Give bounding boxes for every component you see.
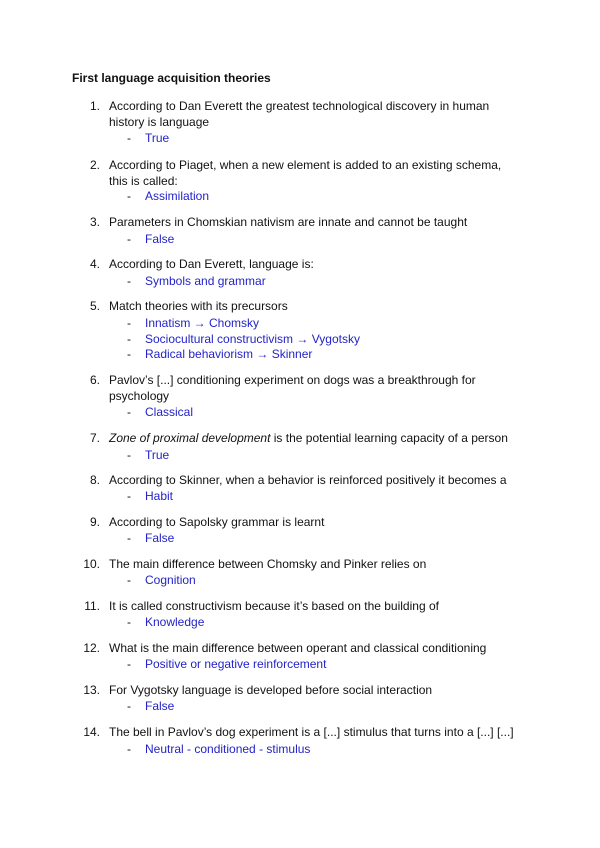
answer-bullet: - xyxy=(127,615,131,629)
answer-bullet: - xyxy=(127,189,131,203)
answer-text: False xyxy=(145,531,175,545)
answer-text: Neutral - conditioned - stimulus xyxy=(145,742,311,756)
answer-bullet: - xyxy=(127,316,131,330)
answer-text: Classical xyxy=(145,405,194,419)
answer-text: False xyxy=(145,699,175,713)
answer-item xyxy=(0,488,600,504)
question-text-italic: Zone of proximal development xyxy=(109,431,271,445)
answer-bullet: - xyxy=(127,274,131,288)
question-number: 7. xyxy=(89,431,100,445)
question-number: 1. xyxy=(89,99,100,113)
question-number: 13. xyxy=(83,683,100,697)
answer-item xyxy=(0,698,600,714)
answer-text: Positive or negative reinforcement xyxy=(145,657,327,671)
answer-text: True xyxy=(145,131,170,145)
question-text: According to Sapolsky grammar is learnt xyxy=(109,515,325,529)
answer-bullet: - xyxy=(127,699,131,713)
question-number: 5. xyxy=(89,299,100,313)
question-text: What is the main difference between operant and classical conditioning xyxy=(109,641,487,655)
question-text: For Vygotsky language is developed before social interaction xyxy=(109,683,433,697)
question-number: 8. xyxy=(89,473,100,487)
question-number: 3. xyxy=(89,215,100,229)
answer-item xyxy=(0,231,600,247)
answer-item xyxy=(0,346,600,362)
answer-bullet: - xyxy=(127,448,131,462)
question-number: 9. xyxy=(89,515,100,529)
question-text: According to Skinner, when a behavior is reinforced positively it becomes a xyxy=(109,473,507,487)
question-text: According to Dan Everett the greatest technological discovery in human history is language xyxy=(109,99,490,129)
answer-text: Assimilation xyxy=(145,189,210,203)
answer-text: True xyxy=(145,448,170,462)
answer-bullet: - xyxy=(127,531,131,545)
answer-bullet: - xyxy=(127,489,131,503)
answer-item xyxy=(0,741,600,757)
answer-item xyxy=(0,188,600,204)
answer-item xyxy=(0,130,600,146)
question-number: 12. xyxy=(83,641,100,655)
answer-item xyxy=(0,331,600,347)
question-text: Parameters in Chomskian nativism are innate and cannot be taught xyxy=(109,215,468,229)
question-number: 11. xyxy=(84,599,100,613)
answer-item xyxy=(0,656,600,672)
answer-bullet: - xyxy=(127,332,131,346)
answer-text: Cognition xyxy=(145,573,196,587)
answer-item xyxy=(0,273,600,289)
answer-text: Sociocultural constructivism → Vygotsky xyxy=(145,332,360,346)
answer-bullet: - xyxy=(127,347,131,361)
question-text xyxy=(109,430,519,446)
question-number: 14. xyxy=(83,725,100,739)
answer-bullet: - xyxy=(127,573,131,587)
answer-item xyxy=(0,447,600,463)
question-text: The bell in Pavlov’s dog experiment is a [...] stimulus that turns into a [...] [...] xyxy=(109,725,514,739)
answer-item xyxy=(0,572,600,588)
question-number: 2. xyxy=(89,158,100,172)
answer-text: Habit xyxy=(145,489,174,503)
question-text: According to Dan Everett, language is: xyxy=(109,257,314,271)
answer-text: False xyxy=(145,232,175,246)
question-number: 10. xyxy=(83,557,100,571)
question-text: Match theories with its precursors xyxy=(109,299,288,313)
question-text: Pavlov’s [...] conditioning experiment on dogs was a breakthrough for psychology xyxy=(109,373,476,403)
answer-bullet: - xyxy=(127,232,131,246)
answer-item xyxy=(0,404,600,420)
answer-bullet: - xyxy=(127,742,131,756)
question-text: According to Piaget, when a new element is added to an existing schema, this is called: xyxy=(109,158,502,188)
answer-text: Knowledge xyxy=(145,615,205,629)
question-text: The main difference between Chomsky and Pinker relies on xyxy=(109,557,427,571)
answer-bullet: - xyxy=(127,405,131,419)
answer-bullet: - xyxy=(127,657,131,671)
question-number: 4. xyxy=(89,257,100,271)
answer-text: Innatism → Chomsky xyxy=(145,316,260,330)
question-text-rest: is the potential learning capacity of a person xyxy=(270,431,508,445)
answer-bullet: - xyxy=(127,131,131,145)
answer-text: Symbols and grammar xyxy=(145,274,266,288)
answer-item xyxy=(0,614,600,630)
question-number: 6. xyxy=(89,373,100,387)
answer-item xyxy=(0,315,600,331)
answer-item xyxy=(0,530,600,546)
answer-text: Radical behaviorism → Skinner xyxy=(145,347,313,361)
question-text: It is called constructivism because it’s based on the building of xyxy=(109,599,439,613)
document-title: First language acquisition theories xyxy=(72,71,271,85)
